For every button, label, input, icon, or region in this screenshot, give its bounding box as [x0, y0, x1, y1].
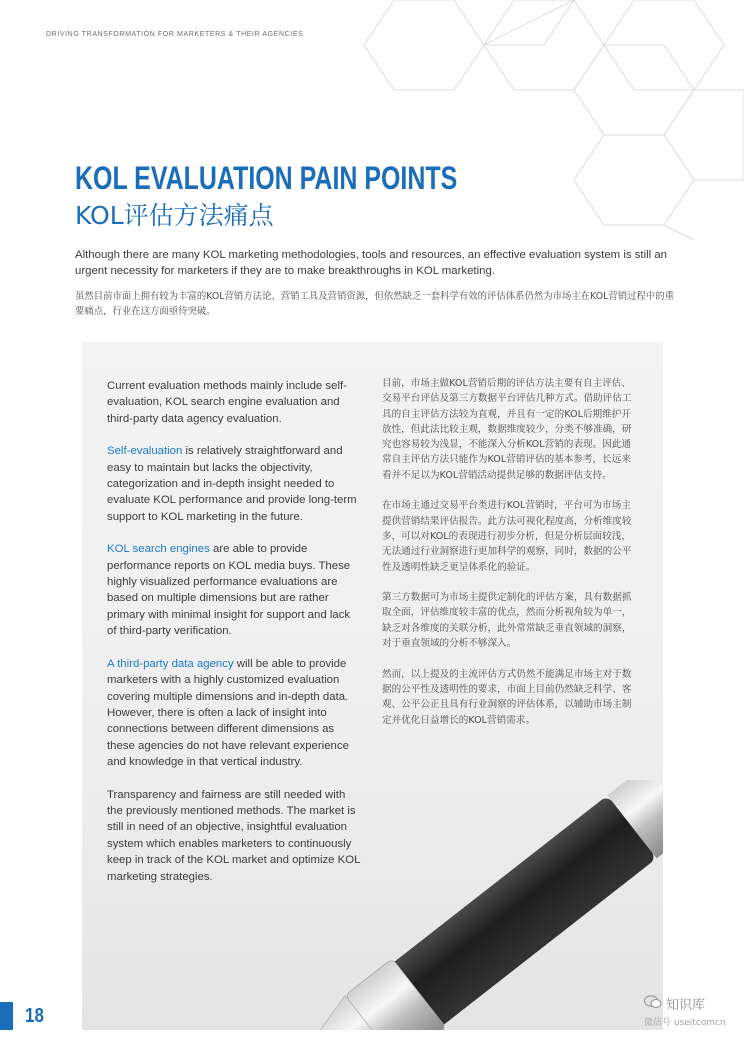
- page-title-chinese: KOL评估方法痛点: [75, 201, 274, 230]
- paragraph-third-party-text: will be able to provide marketers with a highly customized evaluation covering multiple dimensions and in-depth data. However, there is often a lack of insight into connections between different dimensions as these agencies do not have relevant experience and knowledge in that vertical industry.: [107, 657, 349, 769]
- paragraph-self-evaluation: [107, 443, 362, 525]
- term-third-party-agency: A third-party data agency: [107, 657, 234, 670]
- watermark-title: 知识库: [666, 998, 706, 1013]
- paragraph-cn-3: 第三方数据可为市场主提供定制化的评估方案，具有数据抓取全面，评估维度较丰富的优点，然而分析视角较为单一，缺乏对各维度的关联分析，此外常常缺乏垂直领域的洞察，对于垂直领域的分析不够深入。: [382, 592, 632, 650]
- paragraph-cn-4: 然而，以上提及的主流评估方式仍然不能满足市场主对于数据的公平性及透明性的要求，市面上目前仍然缺乏科学、客观、公平公正且具有行业洞察的评估体系，以辅助市场主制定并优化日益增长的KOL营销需求。: [382, 668, 632, 726]
- wechat-icon: [644, 995, 662, 1013]
- paragraph-third-party: [107, 656, 362, 771]
- paragraph-cn-1: 目前，市场主做KOL营销后期的评估方法主要有自主评估、交易平台评估及第三方数据平台评估几种方式。借助评估工具的自主评估方法较为直观，并且有一定的KOL后期维护开放性，但此法比较主观，数据维度较少，分类不够准确，研究也容易较为浅显，不能深入分析KOL营销的表现。因此通常自主评估方法只能作为KOL营销评估的基本参考，长远来看并不足以为KOL营销活动提供足够的数据评估支持。: [382, 378, 632, 481]
- watermark: [644, 994, 740, 1028]
- watermark-subtitle: 微信号 useitcomcn: [644, 1018, 726, 1028]
- page-number: 18: [25, 1005, 44, 1027]
- paragraph-kol-search-engines: [107, 541, 362, 639]
- paragraph-cn-2: 在市场主通过交易平台类进行KOL营销时，平台可为市场主提供营销结果评估报告。此方法可视化程度高，分析维度较多，可以对KOL的表现进行初步分析，但是分析层面较浅，无法通过行业洞察进行更加科学的观察，同时，数据的公平性及透明性缺乏更呈体系化的验证。: [382, 500, 632, 573]
- chinese-column: [382, 376, 637, 743]
- term-self-evaluation: Self-evaluation: [107, 445, 183, 458]
- paragraph-kol-search-engines-text: are able to provide performance reports on KOL media buys. These highly visualized performance evaluations are based on multiple dimensions but are rather primary with minimal insight for support and lack of third-party verification.: [107, 543, 351, 638]
- english-column: [107, 378, 362, 901]
- intro-paragraph-chinese: 虽然目前市面上拥有较为丰富的KOL营销方法论、营销工具及营销资源，但依然缺乏一套科学有效的评估体系仍然为市场主在KOL营销过程中的重要痛点，行业在这方面亟待突破。: [75, 291, 674, 317]
- paragraph-conclusion: Transparency and fairness are still needed with the previously mentioned methods. The market is still in need of an objective, insightful evaluation system which enables marketers to continuously keep in track of the KOL market and optimize KOL marketing strategies.: [107, 788, 361, 883]
- header-tagline: DRIVING TRANSFORMATION FOR MARKETERS & THEIR AGENCIES: [46, 31, 304, 38]
- page-title-english: KOL EVALUATION PAIN POINTS: [75, 160, 458, 196]
- hexagon-line-decoration: [364, 0, 744, 240]
- paragraph-overview: Current evaluation methods mainly include self-evaluation, KOL search engine evaluation and third-party data agency evaluation.: [107, 380, 347, 425]
- intro-paragraph-english: Although there are many KOL marketing methodologies, tools and resources, an effective evaluation system is still an urgent necessity for marketers if they are to make breakthroughs in KOL marketing.: [75, 249, 667, 277]
- term-kol-search-engines: KOL search engines: [107, 543, 210, 556]
- paragraph-self-evaluation-text: is relatively straightforward and easy to maintain but lacks the objectivity, categorization and in-depth insight needed to evaluate KOL performance and provide long-term support to KOL marketing in the future.: [107, 445, 357, 523]
- page-number-bar: [0, 1002, 13, 1030]
